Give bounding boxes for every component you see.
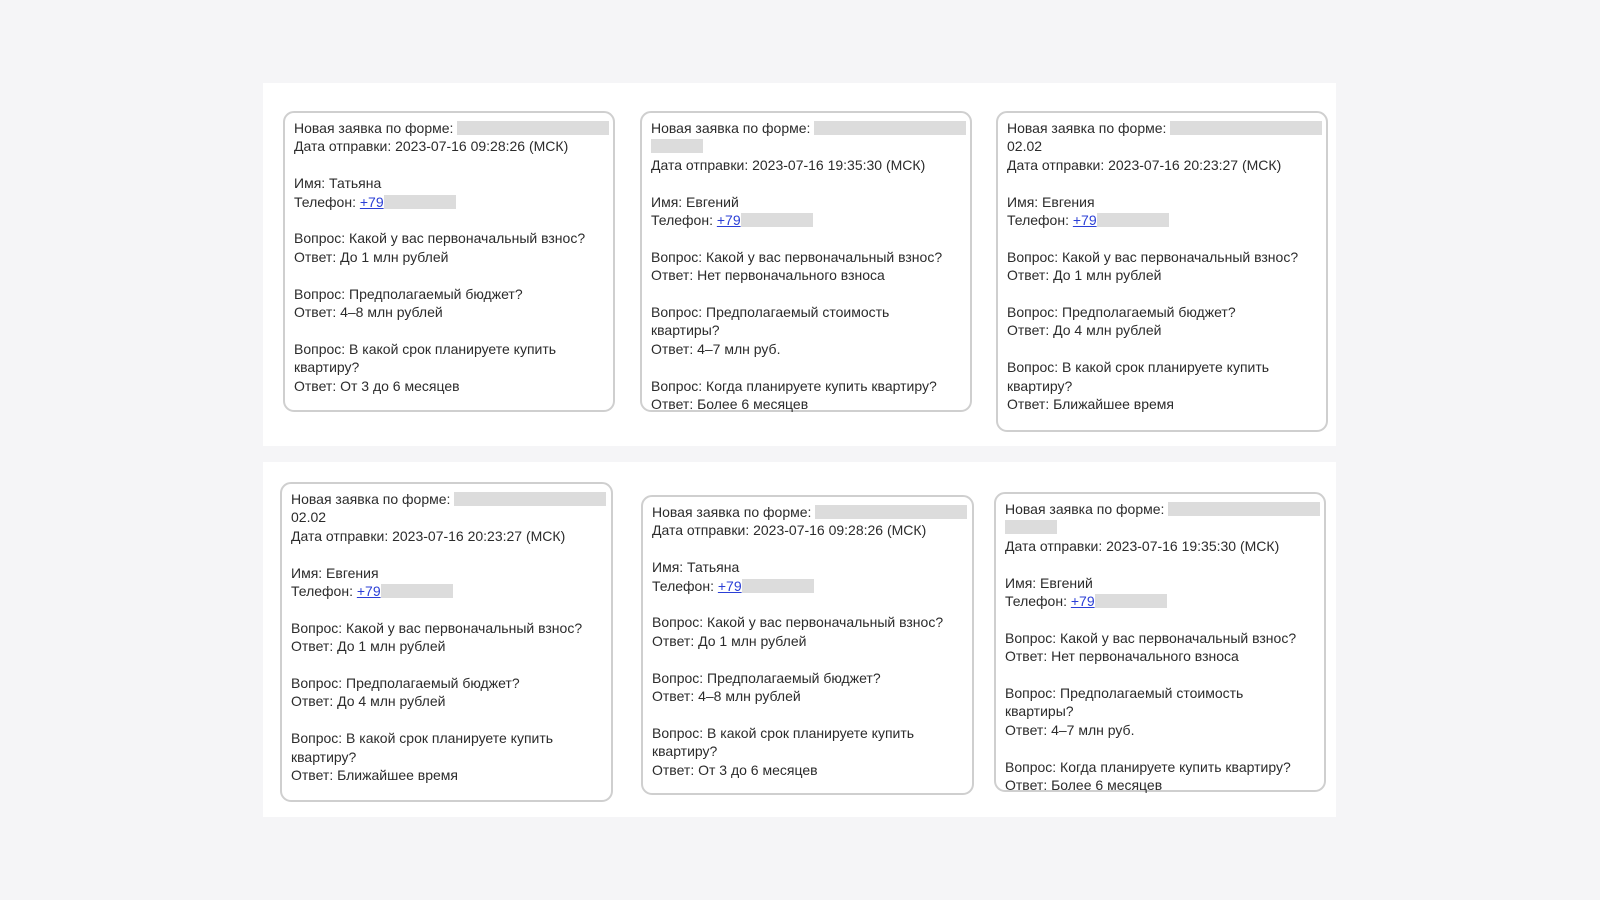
answer: Ответ: До 1 млн рублей [1007, 267, 1162, 284]
question: Вопрос: Предполагаемый стоимость квартиры? [651, 304, 890, 339]
question: Вопрос: Когда планируете купить квартиру? [1005, 758, 1291, 775]
phone-label: Телефон: [1007, 212, 1069, 229]
question: Вопрос: В какой срок планируете купить квартиру? [1007, 359, 1270, 394]
phone-label: Телефон: [1005, 593, 1067, 610]
form-line [1007, 119, 1316, 137]
redacted-form-name [815, 505, 967, 519]
submission-date: Дата отправки: 2023-07-16 09:28:26 (МСК) [652, 522, 927, 539]
spacer [291, 656, 601, 674]
spacer [294, 321, 603, 339]
client-name: Имя: Евгений [651, 193, 739, 210]
redacted-form-name [651, 139, 703, 153]
form-suffix: 02.02 [1007, 138, 1043, 155]
phone-link[interactable]: +79 [1070, 593, 1095, 610]
phone-line [652, 577, 962, 595]
submission-date: Дата отправки: 2023-07-16 20:23:27 (МСК) [291, 527, 566, 544]
redacted-phone [741, 213, 813, 227]
spacer [651, 285, 960, 303]
phone-line [651, 211, 960, 229]
redacted-form-name [1168, 502, 1320, 516]
question: Вопрос: В какой срок планируете купить квартиру? [652, 724, 915, 760]
phone-line [1005, 592, 1314, 610]
phone-link[interactable]: +79 [359, 193, 384, 210]
submission-date: Дата отправки: 2023-07-16 19:35:30 (МСК) [1005, 537, 1280, 554]
question: Вопрос: Какой у вас первоначальный взнос? [1005, 629, 1297, 646]
answer: Ответ: 4–7 млн руб. [651, 340, 781, 357]
spacer [651, 174, 960, 192]
phone-line [291, 582, 601, 600]
spacer [652, 540, 962, 558]
spacer [652, 650, 962, 668]
question: Вопрос: Предполагаемый бюджет? [1007, 304, 1236, 321]
notification-card [996, 111, 1328, 432]
question: Вопрос: Какой у вас первоначальный взнос? [1007, 248, 1299, 265]
answer: Ответ: 4–8 млн рублей [294, 304, 443, 321]
phone-label: Телефон: [652, 577, 714, 594]
question: Вопрос: Когда планируете купить квартиру? [651, 377, 937, 394]
form-label: Новая заявка по форме: [294, 120, 454, 136]
question: Вопрос: Предполагаемый стоимость квартиры? [1005, 685, 1244, 720]
phone-label: Телефон: [291, 583, 353, 600]
question: Вопрос: Какой у вас первоначальный взнос? [651, 248, 943, 265]
form-label: Новая заявка по форме: [651, 120, 811, 136]
notification-card [994, 492, 1326, 792]
spacer [294, 156, 603, 174]
question: Вопрос: Предполагаемый бюджет? [652, 669, 881, 686]
spacer [291, 600, 601, 618]
answer: Ответ: 4–8 млн рублей [652, 688, 801, 705]
answer: Ответ: От 3 до 6 месяцев [294, 377, 460, 394]
form-line [651, 119, 960, 137]
redacted-form-name [457, 121, 609, 135]
client-name: Имя: Евгений [1005, 574, 1093, 591]
redacted-phone [742, 579, 814, 593]
redacted-phone [384, 195, 456, 209]
client-name: Имя: Евгения [291, 564, 379, 581]
answer: Ответ: От 3 до 6 месяцев [652, 761, 818, 778]
answer: Ответ: Ближайшее время [1007, 396, 1174, 413]
phone-link[interactable]: +79 [717, 577, 742, 594]
redacted-form-name [454, 492, 606, 506]
phone-line [1007, 211, 1316, 229]
client-name: Имя: Татьяна [652, 559, 740, 576]
spacer [294, 211, 603, 229]
spacer [291, 711, 601, 729]
spacer [1005, 739, 1314, 757]
form-line-continued [1005, 518, 1314, 536]
spacer [651, 229, 960, 247]
notification-card [640, 111, 972, 412]
spacer [1005, 666, 1314, 684]
notification-card [280, 482, 613, 802]
spacer [1007, 229, 1316, 247]
answer: Ответ: До 4 млн рублей [1007, 322, 1162, 339]
spacer [652, 595, 962, 613]
notification-card [283, 111, 615, 412]
phone-label: Телефон: [651, 212, 713, 229]
form-label: Новая заявка по форме: [652, 504, 812, 520]
client-name: Имя: Евгения [1007, 193, 1095, 210]
spacer [652, 705, 962, 723]
answer: Ответ: Более 6 месяцев [651, 396, 809, 413]
spacer [1005, 610, 1314, 628]
form-label: Новая заявка по форме: [291, 491, 451, 507]
question: Вопрос: Какой у вас первоначальный взнос? [652, 614, 944, 631]
submission-date: Дата отправки: 2023-07-16 19:35:30 (МСК) [651, 156, 926, 173]
spacer [291, 545, 601, 563]
phone-link[interactable]: +79 [716, 212, 741, 229]
question: Вопрос: Предполагаемый бюджет? [291, 675, 520, 692]
answer: Ответ: До 1 млн рублей [294, 248, 449, 265]
form-label: Новая заявка по форме: [1007, 120, 1167, 136]
answer: Ответ: Нет первоначального взноса [1005, 648, 1239, 665]
answer: Ответ: До 1 млн рублей [652, 632, 807, 649]
spacer [1007, 285, 1316, 303]
redacted-form-name [1170, 121, 1322, 135]
redacted-phone [1095, 594, 1167, 608]
form-line [291, 490, 601, 508]
answer: Ответ: Ближайшее время [291, 767, 458, 784]
question: Вопрос: В какой срок планируете купить квартиру? [291, 730, 554, 765]
answer: Ответ: 4–7 млн руб. [1005, 721, 1135, 738]
submission-date: Дата отправки: 2023-07-16 20:23:27 (МСК) [1007, 156, 1282, 173]
phone-link[interactable]: +79 [1072, 212, 1097, 229]
phone-label: Телефон: [294, 193, 356, 210]
form-suffix: 02.02 [291, 509, 327, 526]
spacer [1005, 555, 1314, 573]
form-line [294, 119, 603, 137]
redacted-phone [381, 584, 453, 598]
form-label: Новая заявка по форме: [1005, 501, 1165, 517]
redacted-form-name [814, 121, 966, 135]
form-line-continued [651, 137, 960, 155]
phone-line [294, 193, 603, 211]
answer: Ответ: До 4 млн рублей [291, 693, 446, 710]
question: Вопрос: Предполагаемый бюджет? [294, 285, 523, 302]
spacer [1007, 340, 1316, 358]
spacer [1007, 174, 1316, 192]
question: Вопрос: Какой у вас первоначальный взнос? [291, 619, 583, 636]
notification-card [641, 495, 974, 795]
question: Вопрос: Какой у вас первоначальный взнос? [294, 230, 586, 247]
form-line [1005, 500, 1314, 518]
answer: Ответ: Нет первоначального взноса [651, 267, 885, 284]
form-line [652, 503, 962, 521]
redacted-form-name [1005, 520, 1057, 534]
phone-link[interactable]: +79 [356, 583, 381, 600]
redacted-phone [1097, 213, 1169, 227]
answer: Ответ: Более 6 месяцев [1005, 777, 1163, 794]
spacer [651, 358, 960, 376]
submission-date: Дата отправки: 2023-07-16 09:28:26 (МСК) [294, 138, 569, 155]
answer: Ответ: До 1 млн рублей [291, 638, 446, 655]
client-name: Имя: Татьяна [294, 175, 382, 192]
spacer [294, 266, 603, 284]
question: Вопрос: В какой срок планируете купить квартиру? [294, 340, 557, 376]
